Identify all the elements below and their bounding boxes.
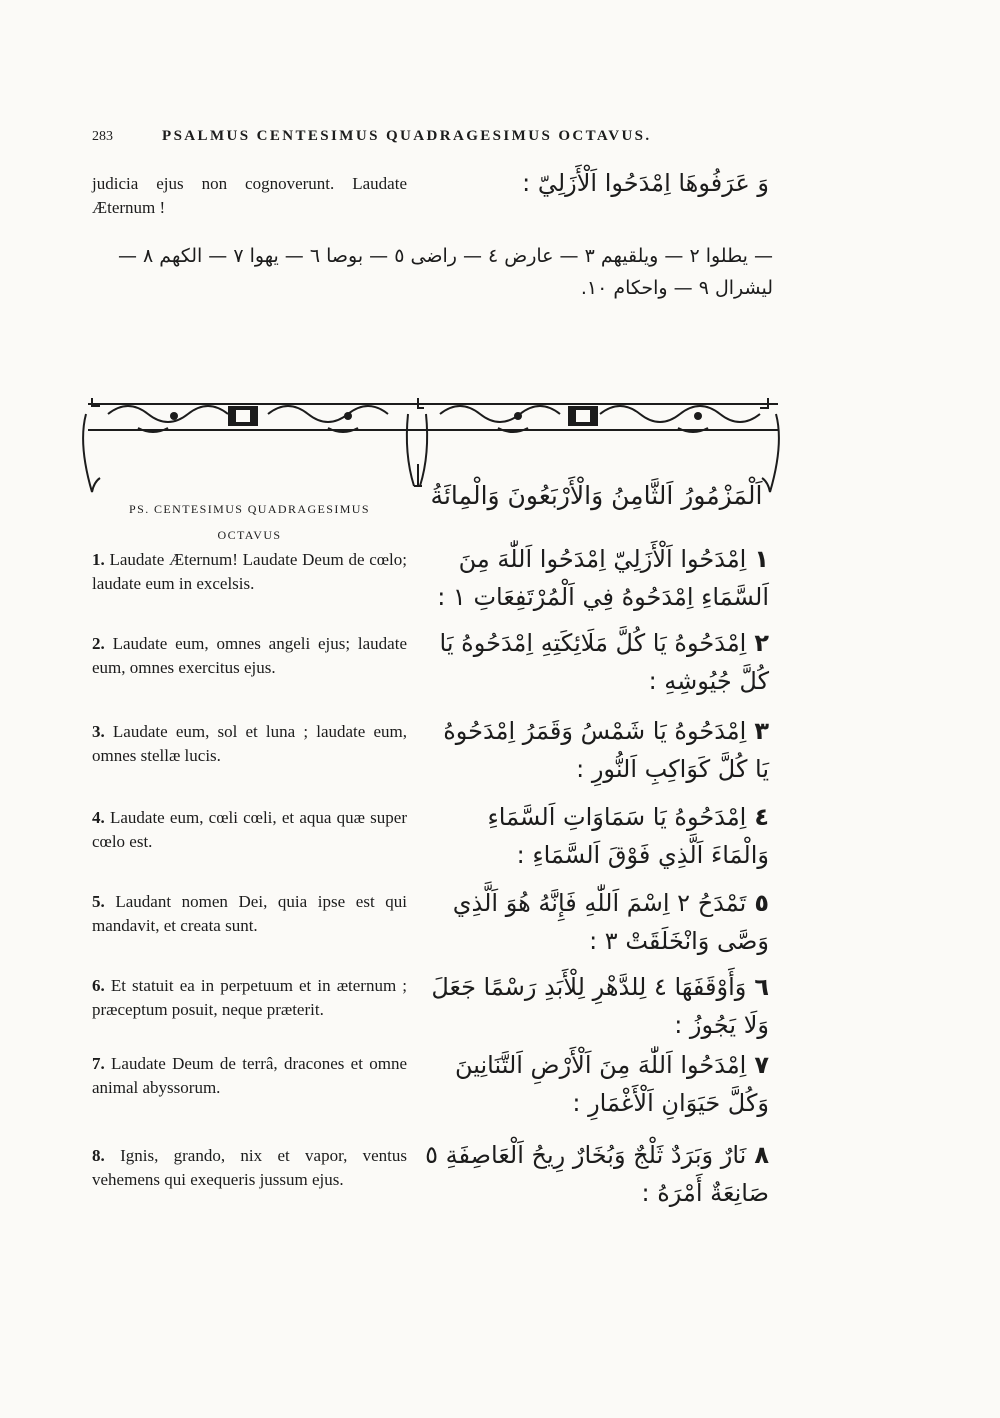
verse-arabic (424, 712, 769, 788)
verse-text-arabic: اِمْدَحُوا اَللّٰهَ مِنَ اَلْأَرْضِ اَلتَّنَانِينَ وَكُلَّ حَيَوَانِ اَلْأَغْمَارِ : (454, 1051, 769, 1117)
verse-number: 3. (92, 722, 105, 741)
verse-text: Laudate eum, sol et luna ; laudate eum, omnes stellæ lucis. (92, 722, 408, 765)
verse-text: Laudate eum, omnes angeli ejus; laudate eum, omnes exercitus ejus. (92, 634, 407, 677)
verse-text-arabic: نَارٌ وَبَرَدٌ ثَلْجٌ وَبُخَارٌ رِيحُ اَلْعَاصِفَةِ ٥ صَانِعَةٌ أَمْرَهُ : (425, 1141, 769, 1207)
verse-arabic (424, 798, 769, 874)
verse-latin (92, 806, 407, 854)
verse-latin (92, 720, 407, 768)
verse-number-arabic: ٦ (754, 973, 769, 1001)
verse-text: Laudate Æternum! Laudate Deum de cœlo; laudate eum in excelsis. (92, 550, 408, 593)
verse-text-arabic: اِمْدَحُوا اَلْأَزَلِيّ اِمْدَحُوا اَللّٰهَ مِنَ اَلسَّمَاءِ اِمْدَحُوهُ فِي اَلْمُرْتَفِعَاتِ ١ : (437, 545, 769, 611)
verse-number-arabic: ٣ (754, 717, 769, 745)
verse-text-arabic: وَأَوْقَفَهَا ٤ لِلدَّهْرِ لِلْأَبَدِ رَسْمًا جَعَلَ وَلَا يَجُوزُ : (431, 973, 769, 1039)
verse-arabic (424, 884, 769, 960)
verse-number: 1. (92, 550, 105, 569)
verse-latin (92, 632, 407, 680)
psalm-title-latin (92, 496, 407, 548)
page-header (92, 128, 792, 145)
verse-number: 4. (92, 808, 105, 827)
verse-number-arabic: ٤ (754, 803, 769, 831)
verse-number: 6. (92, 976, 105, 995)
psalm-title-latin-line2: OCTAVUS (217, 528, 282, 542)
verse-text-arabic: اِمْدَحُوهُ يَا كُلَّ مَلَائِكَتِهِ اِمْدَحُوهُ يَا كُلَّ جُيُوشِهِ : (439, 629, 769, 695)
verse-number-arabic: ٥ (754, 889, 769, 917)
verse-number: 7. (92, 1054, 105, 1073)
verse-arabic (424, 1046, 769, 1122)
prev-latin-text: judicia ejus non cognoverunt. Laudate Æternum ! (92, 174, 407, 217)
running-head: PSALMUS CENTESIMUS QUADRAGESIMUS OCTAVUS. (162, 128, 652, 144)
verse-number-arabic: ١ (754, 545, 769, 573)
verse-text: Laudant nomen Dei, quia ipse est qui mandavit, et creata sunt. (92, 892, 407, 935)
verse-number: 8. (92, 1146, 105, 1165)
verse-arabic (424, 540, 769, 616)
verse-arabic (424, 968, 769, 1044)
verse-text: Laudate eum, cœli cœli, et aqua quæ super cœlo est. (92, 808, 408, 851)
prev-arabic-text: وَ عَرَفُوهَا اِمْدَحُوا اَلْأَزَلِيّ : (522, 169, 769, 197)
verse-text: Laudate Deum de terrâ, dracones et omne animal abyssorum. (92, 1054, 407, 1097)
verse-arabic (424, 1136, 769, 1212)
verse-text-arabic: اِمْدَحُوهُ يَا شَمْسُ وَقَمَرُ اِمْدَحُوهُ يَا كُلَّ كَوَاكِبِ اَلنُّورِ : (443, 717, 769, 783)
verse-number-arabic: ٨ (754, 1141, 769, 1169)
psalm-title-arabic: اَلْمَزْمُورُ اَلثَّامِنُ وَالْأَرْبَعُونَ وَالْمِائَةُ (430, 481, 763, 510)
verse-text-arabic: اِمْدَحُوهُ يَا سَمَاوَاتِ اَلسَّمَاءِ وَالْمَاءَ اَلَّذِي فَوْقَ اَلسَّمَاءِ : (487, 803, 769, 869)
verse-latin (92, 548, 407, 596)
verse-text: Ignis, grando, nix et vapor, ventus vehemens qui exequeris jussum ejus. (92, 1146, 408, 1189)
verse-latin (92, 1144, 407, 1192)
psalm-title-latin-line1: PS. CENTESIMUS QUADRAGESIMUS (129, 502, 370, 516)
footnotes: — يطلوا ٢ — ويلقيهم ٣ — عارض ٤ — راضى ٥ — بوصا ٦ — يهوا ٧ — الكهم ٨ — ليشرال ٩ — واحكام ١٠. (118, 245, 773, 299)
verse-text-arabic: تَمْدَحُ ٢ اِسْمَ اَللّٰهِ فَإِنَّهُ هُوَ اَلَّذِي وَصَّى وَانْخَلَقَتْ ٣ : (452, 889, 769, 955)
verse-number-arabic: ٢ (754, 629, 769, 657)
verse-text: Et statuit ea in perpetuum et in æternum ; præceptum posuit, neque præterit. (92, 976, 408, 1019)
verse-number: 2. (92, 634, 105, 653)
verse-number-arabic: ٧ (754, 1051, 769, 1079)
verse-number: 5. (92, 892, 105, 911)
verse-latin (92, 890, 407, 938)
page-number: 283 (92, 129, 113, 144)
verse-arabic (424, 624, 769, 700)
verse-latin (92, 974, 407, 1022)
verse-latin (92, 1052, 407, 1100)
